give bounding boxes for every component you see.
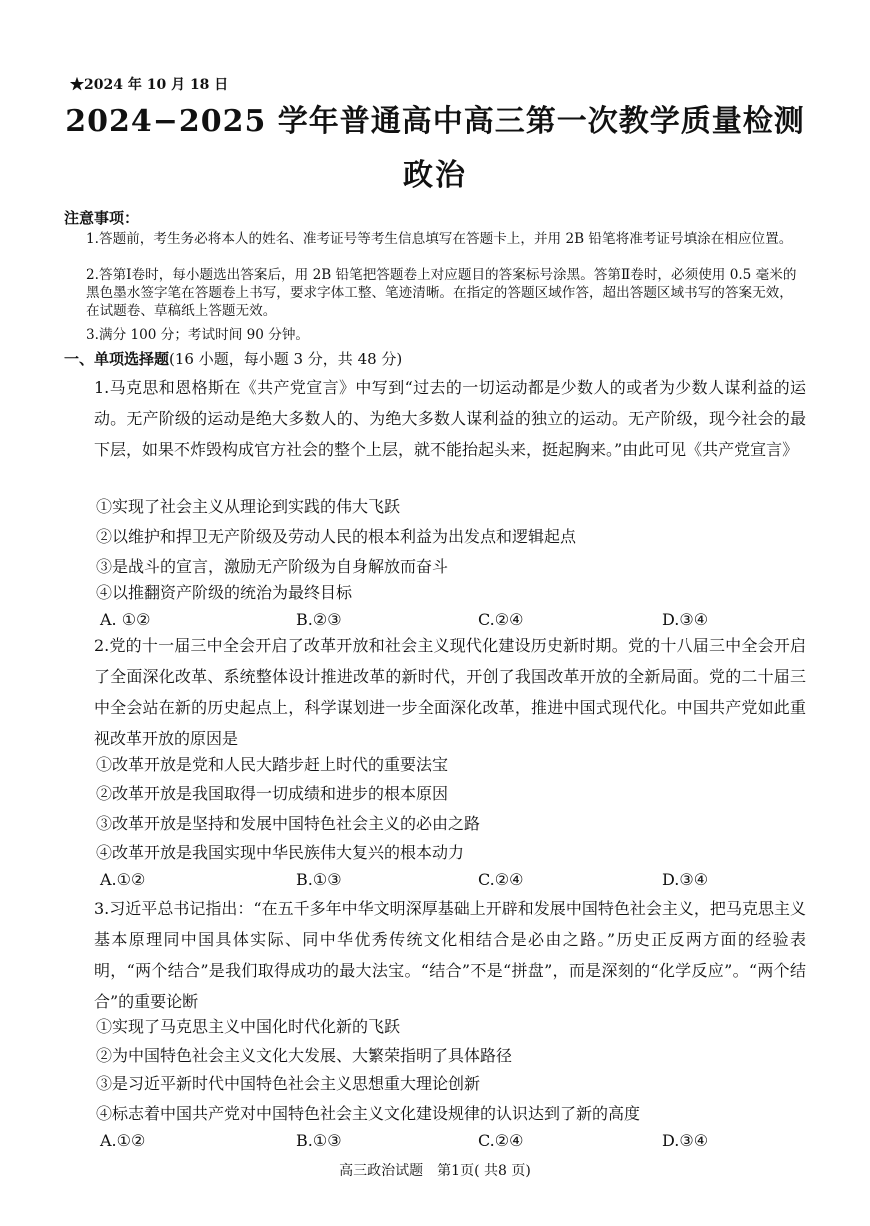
question-2-option-4: ④改革开放是我国实现中华民族伟大复兴的根本动力 (96, 843, 465, 862)
question-2-option-3: ③改革开放是坚持和发展中国特色社会主义的必由之路 (96, 814, 481, 833)
question-3-option-4: ④标志着中国共产党对中国特色社会主义文化建设规律的认识达到了新的高度 (96, 1104, 641, 1123)
question-1-choice-c: C.②④ (478, 610, 524, 629)
question-1-choice-b: B.②③ (296, 610, 342, 629)
question-2-stem: 2.党的十一届三中全会开启了改革开放和社会主义现代化建设历史新时期。党的十八届三中全会开启了全面深化改革、系统整体设计推进改革的新时代，开创了我国改革开放的全新局面。党的二十届三中全会站在新的历史起点上，科学谋划进一步全面深化改革，推进中国式现代化。中国共产党如此重视改革开放的原因是 (94, 636, 806, 748)
question-1-option-1: ①实现了社会主义从理论到实践的伟大飞跃 (96, 497, 401, 516)
question-3-option-1: ①实现了马克思主义中国化时代化新的飞跃 (96, 1017, 401, 1036)
question-1-option-4: ④以推翻资产阶级的统治为最终目标 (96, 583, 353, 602)
page-footer: 高三政治试题 第1页( 共8 页) (339, 1163, 531, 1179)
question-3-choice-a: A.①② (100, 1131, 146, 1150)
question-3-option-2: ②为中国特色社会主义文化大发展、大繁荣指明了具体路径 (96, 1046, 513, 1065)
question-2-choice-a: A.①② (100, 870, 146, 889)
notice-item-1: 1.答题前，考生务必将本人的姓名、准考证号等考生信息填写在答题卡上，并用 2B 铅笔将准考证号填涂在相应位置。 (86, 231, 793, 247)
question-1-option-2: ②以维护和捍卫无产阶级及劳动人民的根本利益为出发点和逻辑起点 (96, 527, 577, 546)
question-3-option-3: ③是习近平新时代中国特色社会主义思想重大理论创新 (96, 1074, 481, 1093)
exam-date: ★2024 年 10 月 18 日 (70, 77, 229, 93)
question-3-stem: 3.习近平总书记指出：“在五千多年中华文明深厚基础上开辟和发展中国特色社会主义，把马克思主义基本原理同中国具体实际、同中华优秀传统文化相结合是必由之路。”历史正反两方面的经验表明，“两个结合”是我们取得成功的最大法宝。“结合”不是“拼盘”，而是深刻的“化学反应”。“两个结合”的重要论断 (94, 899, 806, 1011)
notice-item-3: 3.满分 100 分；考试时间 90 分钟。 (86, 327, 310, 343)
question-2-choice-c: C.②④ (478, 870, 524, 889)
question-1-option-3: ③是战斗的宣言，激励无产阶级为自身解放而奋斗 (96, 557, 449, 576)
question-2-choice-d: D.③④ (662, 870, 709, 889)
exam-subject: 政治 (403, 158, 467, 193)
question-1-choice-d: D.③④ (662, 610, 709, 629)
exam-title: 2024−2025 学年普通高中高三第一次教学质量检测 (65, 104, 805, 139)
question-2-option-2: ②改革开放是我国取得一切成绩和进步的根本原因 (96, 784, 449, 803)
section-heading (64, 348, 402, 369)
question-2-option-1: ①改革开放是党和人民大踏步赶上时代的重要法宝 (96, 755, 449, 774)
notice-item-2: 2.答第Ⅰ卷时，每小题选出答案后，用 2B 铅笔把答题卷上对应题目的答案标号涂黑。答第Ⅱ卷时，必须使用 0.5 毫米的黑色墨水签字笔在答题卷上书写，要求字体工整、笔迹清晰。在指定的答题区域作答，超出答题区域书写的答案无效，在试题卷、草稿纸上答题无效。 (86, 267, 797, 319)
notice-heading: 注意事项： (64, 209, 140, 227)
question-2-choice-b: B.①③ (296, 870, 342, 889)
question-3-choice-c: C.②④ (478, 1131, 524, 1150)
section-detail: (16 小题，每小题 3 分，共 48 分) (169, 350, 403, 368)
section-title: 一、单项选择题 (64, 350, 170, 368)
question-1-stem: 1.马克思和恩格斯在《共产党宣言》中写到“过去的一切运动都是少数人的或者为少数人谋利益的运动。无产阶级的运动是绝大多数人的、为绝大多数人谋利益的独立的运动。无产阶级，现今社会的最下层，如果不炸毁构成官方社会的整个上层，就不能抬起头来，挺起胸来。”由此可见《共产党宣言》 (94, 378, 806, 459)
question-3-choice-d: D.③④ (662, 1131, 709, 1150)
question-1-choice-a: A. ①② (100, 610, 151, 629)
question-3-choice-b: B.①③ (296, 1131, 342, 1150)
